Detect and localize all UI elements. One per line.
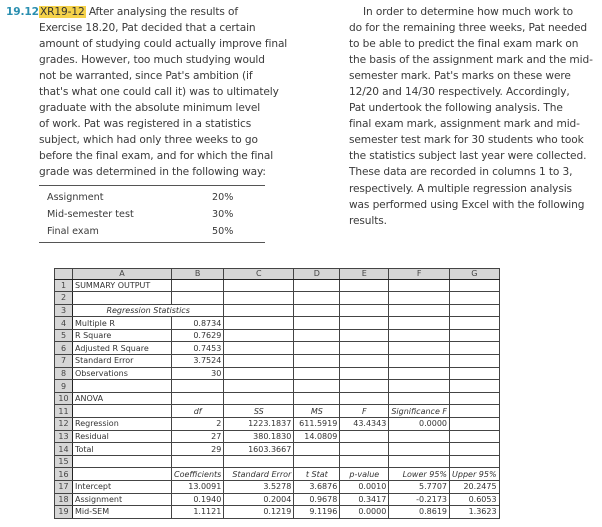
cell-value[interactable]: 0.1219 — [224, 506, 294, 519]
cell[interactable] — [389, 392, 450, 405]
text-line: grades. However, too much studying would — [39, 54, 265, 67]
text-line: of work. Pat was registered in a statistics — [39, 118, 252, 131]
row-number[interactable]: 18 — [55, 493, 73, 506]
column-header-f[interactable]: F — [389, 269, 450, 280]
cell-label[interactable]: Adjusted R Square — [73, 342, 172, 355]
grade-weight: 20% — [212, 192, 234, 203]
cell[interactable] — [172, 279, 224, 292]
cell[interactable] — [340, 342, 389, 355]
cell[interactable] — [172, 392, 224, 405]
cell[interactable] — [224, 367, 294, 380]
cell[interactable] — [224, 455, 294, 468]
cell-regression-statistics-header[interactable]: Regression Statistics — [73, 304, 224, 317]
cell-header[interactable]: F — [340, 405, 389, 418]
cell-value[interactable]: 0.7453 — [172, 342, 224, 355]
text-line: not be warranted, since Pat's ambition (if — [39, 70, 253, 83]
cell-header[interactable]: MS — [294, 405, 340, 418]
cell[interactable] — [450, 355, 500, 368]
cell[interactable] — [450, 342, 500, 355]
text-line: subject, which had only three weeks to go — [39, 134, 258, 147]
cell[interactable] — [294, 329, 340, 342]
cell[interactable] — [389, 304, 450, 317]
sheet-row — [55, 355, 500, 368]
cell-header[interactable]: df — [172, 405, 224, 418]
cell[interactable] — [294, 455, 340, 468]
cell-value[interactable]: 43.4343 — [340, 418, 389, 431]
cell[interactable] — [294, 392, 340, 405]
row-number[interactable]: 7 — [55, 355, 73, 368]
row-number[interactable]: 1 — [55, 279, 73, 292]
cell[interactable] — [294, 342, 340, 355]
text-line: Exercise 18.20, Pat decided that a certain — [39, 22, 256, 35]
cell[interactable] — [340, 367, 389, 380]
text-line: semester test mark for 30 students who took — [349, 134, 584, 147]
cell[interactable] — [294, 443, 340, 456]
cell[interactable] — [172, 455, 224, 468]
row-number[interactable]: 4 — [55, 317, 73, 330]
sheet-row — [55, 443, 500, 456]
cell[interactable] — [450, 392, 500, 405]
cell[interactable] — [340, 304, 389, 317]
cell[interactable] — [224, 380, 294, 393]
text-line: the statistics subject last year were collected. — [349, 150, 587, 163]
cell-value[interactable]: 30 — [172, 367, 224, 380]
cell[interactable] — [340, 317, 389, 330]
cell[interactable] — [224, 342, 294, 355]
cell[interactable] — [340, 329, 389, 342]
cell-header[interactable]: p-value — [340, 468, 389, 481]
cell[interactable] — [450, 405, 500, 418]
column-header-row — [55, 269, 500, 280]
text-line: the basis of the assignment mark and the mid- — [349, 54, 593, 67]
cell-header[interactable]: t Stat — [294, 468, 340, 481]
cell[interactable] — [389, 329, 450, 342]
text-line: Pat undertook the following analysis. The — [349, 102, 563, 115]
cell[interactable] — [340, 455, 389, 468]
row-number[interactable]: 12 — [55, 418, 73, 431]
cell-value[interactable]: 2 — [172, 418, 224, 431]
cell-value[interactable]: 1603.3667 — [224, 443, 294, 456]
cell-value[interactable]: 5.7707 — [389, 481, 450, 494]
cell[interactable] — [294, 367, 340, 380]
cell[interactable] — [224, 355, 294, 368]
cell-value[interactable]: 380.1830 — [224, 430, 294, 443]
text-line: These data are recorded in columns 1 to 3, — [349, 166, 573, 179]
cell[interactable] — [224, 329, 294, 342]
cell-value[interactable]: 1223.1837 — [224, 418, 294, 431]
cell[interactable] — [450, 367, 500, 380]
column-header-g[interactable]: G — [450, 269, 500, 280]
cell-label[interactable]: ANOVA — [73, 392, 172, 405]
text-line: semester mark. Pat's marks on these were — [349, 70, 571, 83]
row-number[interactable]: 19 — [55, 506, 73, 519]
cell-value[interactable]: 0.8619 — [389, 506, 450, 519]
cell[interactable] — [294, 355, 340, 368]
cell[interactable] — [450, 418, 500, 431]
grade-row — [39, 189, 265, 206]
text-line: that's what one could call it) was to ultimately — [39, 86, 279, 99]
row-number[interactable]: 13 — [55, 430, 73, 443]
cell[interactable] — [340, 279, 389, 292]
text-line: do for the remaining three weeks, Pat needed — [349, 22, 587, 35]
regression-summary-spreadsheet — [54, 268, 500, 519]
cell-value[interactable]: 1.3623 — [450, 506, 500, 519]
cell-value[interactable]: 3.5278 — [224, 481, 294, 494]
cell-value[interactable]: 0.8734 — [172, 317, 224, 330]
text-line: graduate with the absolute minimum level — [39, 102, 261, 115]
sheet-row — [55, 455, 500, 468]
cell[interactable] — [73, 292, 172, 305]
cell[interactable] — [172, 380, 224, 393]
cell[interactable] — [172, 292, 224, 305]
text-line: was performed using Excel with the following — [349, 198, 585, 211]
cell[interactable] — [294, 380, 340, 393]
row-number[interactable]: 8 — [55, 367, 73, 380]
grade-row — [39, 223, 265, 240]
cell[interactable] — [450, 304, 500, 317]
cell-value[interactable]: 20.2475 — [450, 481, 500, 494]
cell[interactable] — [73, 405, 172, 418]
cell[interactable] — [294, 279, 340, 292]
sheet-row — [55, 481, 500, 494]
cell[interactable] — [450, 443, 500, 456]
cell[interactable] — [73, 468, 172, 481]
cell-value[interactable]: 0.7629 — [172, 329, 224, 342]
cell[interactable] — [389, 455, 450, 468]
cell[interactable] — [224, 304, 294, 317]
cell[interactable] — [450, 329, 500, 342]
sheet-row — [55, 493, 500, 506]
cell[interactable] — [389, 279, 450, 292]
cell[interactable] — [450, 430, 500, 443]
text-line: After analysing the results of — [88, 6, 239, 18]
exercise-paragraph-left — [6, 4, 296, 181]
column-header-d[interactable]: D — [294, 269, 340, 280]
column-header-e[interactable]: E — [340, 269, 389, 280]
cell-header[interactable]: Lower 95% — [389, 468, 450, 481]
sheet-row — [55, 329, 500, 342]
text-line: 12/20 and 14/30 respectively. Accordingly, — [349, 86, 570, 99]
cell[interactable] — [340, 443, 389, 456]
cell-label[interactable]: Observations — [73, 367, 172, 380]
cell-value[interactable]: 13.0091 — [172, 481, 224, 494]
cell-value[interactable]: 0.2004 — [224, 493, 294, 506]
cell-value[interactable]: 14.0809 — [294, 430, 340, 443]
sheet-row — [55, 292, 500, 305]
cell-label[interactable]: Intercept — [73, 481, 172, 494]
grade-component: Final exam — [47, 226, 99, 237]
cell[interactable] — [340, 392, 389, 405]
grade-component: Mid-semester test — [47, 209, 134, 220]
cell[interactable] — [389, 367, 450, 380]
cell[interactable] — [389, 317, 450, 330]
cell[interactable] — [389, 355, 450, 368]
cell-header[interactable]: SS — [224, 405, 294, 418]
row-number[interactable]: 16 — [55, 468, 73, 481]
cell-header[interactable]: Upper 95% — [450, 468, 500, 481]
cell-label[interactable]: Total — [73, 443, 172, 456]
cell-label[interactable]: Standard Error — [73, 355, 172, 368]
text-line: results. — [349, 214, 387, 227]
cell[interactable] — [294, 304, 340, 317]
cell-header[interactable]: Coefficients — [172, 468, 224, 481]
grade-weight: 30% — [212, 209, 234, 220]
cell[interactable] — [450, 455, 500, 468]
cell[interactable] — [73, 380, 172, 393]
cell[interactable] — [389, 443, 450, 456]
sheet-row — [55, 304, 500, 317]
cell-label[interactable]: Assignment — [73, 493, 172, 506]
grade-component: Assignment — [47, 192, 104, 203]
cell-value[interactable]: 0.6053 — [450, 493, 500, 506]
cell[interactable] — [340, 380, 389, 393]
text-line: final exam mark, assignment mark and mid- — [349, 118, 580, 131]
cell[interactable] — [389, 292, 450, 305]
cell-value[interactable]: 0.9678 — [294, 493, 340, 506]
row-number[interactable]: 15 — [55, 455, 73, 468]
sheet-row — [55, 317, 500, 330]
sheet-row — [55, 430, 500, 443]
column-header-b[interactable]: B — [172, 269, 224, 280]
grade-row — [39, 206, 265, 223]
cell[interactable] — [450, 380, 500, 393]
row-number[interactable]: 5 — [55, 329, 73, 342]
cell-header[interactable]: Standard Error — [224, 468, 294, 481]
row-number[interactable]: 3 — [55, 304, 73, 317]
cell[interactable] — [340, 355, 389, 368]
cell[interactable] — [294, 292, 340, 305]
select-all-corner[interactable] — [55, 269, 73, 280]
cell-label[interactable]: Mid-SEM — [73, 506, 172, 519]
cell-label[interactable]: Multiple R — [73, 317, 172, 330]
sheet-row — [55, 342, 500, 355]
cell[interactable] — [450, 279, 500, 292]
cell[interactable] — [294, 317, 340, 330]
sheet-row — [55, 405, 500, 418]
cell[interactable] — [450, 317, 500, 330]
column-header-c[interactable]: C — [224, 269, 294, 280]
grade-weight: 50% — [212, 226, 234, 237]
cell-value[interactable]: -0.2173 — [389, 493, 450, 506]
row-number[interactable]: 17 — [55, 481, 73, 494]
text-line: respectively. A multiple regression analysis — [349, 182, 572, 195]
sheet-row — [55, 392, 500, 405]
cell-value[interactable]: 0.0000 — [389, 418, 450, 431]
sheet-row — [55, 506, 500, 519]
cell-value[interactable]: 3.6876 — [294, 481, 340, 494]
text-line: to be able to predict the final exam mark on — [349, 38, 579, 51]
data-file-reference[interactable]: XR19-12 — [40, 6, 85, 18]
sheet-row — [55, 418, 500, 431]
sheet-row — [55, 367, 500, 380]
grade-weights-table — [39, 185, 265, 243]
cell-value[interactable]: 0.1940 — [172, 493, 224, 506]
cell[interactable] — [389, 342, 450, 355]
row-number[interactable]: 6 — [55, 342, 73, 355]
cell-label[interactable]: R Square — [73, 329, 172, 342]
cell-value[interactable]: 3.7524 — [172, 355, 224, 368]
cell[interactable] — [224, 279, 294, 292]
cell[interactable] — [224, 317, 294, 330]
cell-value[interactable]: 1.1121 — [172, 506, 224, 519]
text-line: before the final exam, and for which the final — [39, 150, 274, 163]
exercise-number: 19.12 — [6, 6, 39, 18]
row-number[interactable]: 9 — [55, 380, 73, 393]
cell[interactable] — [224, 392, 294, 405]
exercise-paragraph-right — [349, 4, 599, 229]
sheet-row — [55, 279, 500, 292]
text-line: grade was determined in the following way: — [39, 166, 266, 179]
cell[interactable] — [224, 292, 294, 305]
cell[interactable] — [340, 430, 389, 443]
cell[interactable] — [73, 455, 172, 468]
cell-value[interactable]: 9.1196 — [294, 506, 340, 519]
cell-value[interactable]: 0.0010 — [340, 481, 389, 494]
column-header-a[interactable]: A — [73, 269, 172, 280]
text-line: In order to determine how much work to — [363, 6, 574, 18]
cell[interactable] — [389, 380, 450, 393]
sheet-row — [55, 380, 500, 393]
row-number[interactable]: 11 — [55, 405, 73, 418]
cell-label[interactable]: Regression — [73, 418, 172, 431]
cell[interactable] — [450, 292, 500, 305]
cell-value[interactable]: 611.5919 — [294, 418, 340, 431]
cell-value[interactable]: 0.3417 — [340, 493, 389, 506]
cell-value[interactable]: 29 — [172, 443, 224, 456]
cell[interactable] — [389, 430, 450, 443]
cell-value[interactable]: 0.0000 — [340, 506, 389, 519]
row-number[interactable]: 2 — [55, 292, 73, 305]
sheet-row — [55, 468, 500, 481]
cell-value[interactable]: 27 — [172, 430, 224, 443]
cell-label[interactable]: Residual — [73, 430, 172, 443]
text-line: amount of studying could actually improve final — [39, 38, 288, 51]
cell[interactable] — [340, 292, 389, 305]
row-number[interactable]: 14 — [55, 443, 73, 456]
right-column — [349, 4, 599, 229]
cell-a1[interactable]: SUMMARY OUTPUT — [73, 279, 172, 292]
left-column — [6, 4, 296, 181]
row-number[interactable]: 10 — [55, 392, 73, 405]
cell-header[interactable]: Significance F — [389, 405, 450, 418]
